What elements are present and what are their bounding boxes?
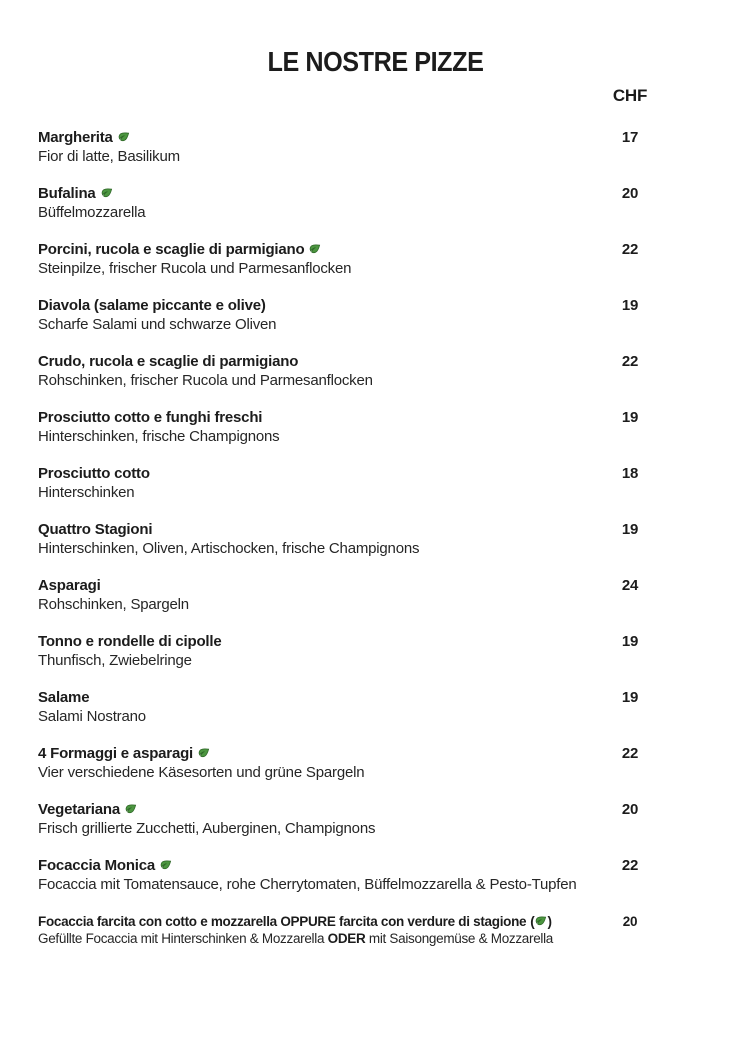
item-name: 4 Formaggi e asparagi [38,745,194,762]
menu-item [38,689,665,726]
item-text [38,857,595,894]
item-name: Prosciutto cotto [38,465,150,482]
item-price: 24 [621,577,639,594]
menu-item [38,241,665,278]
item-name-row [38,241,595,260]
vegetarian-leaf-icon [124,801,137,820]
page-title: LE NOSTRE PIZZE [267,46,484,77]
item-price: 19 [621,689,639,706]
item-price: 17 [621,129,639,146]
menu-item [38,633,665,670]
item-name-row [38,185,595,204]
item-name-row [38,745,595,764]
menu-items [38,129,665,947]
item-description: Rohschinken, frischer Rucola und Parmesanflocken [38,371,373,389]
vegetarian-leaf-icon [117,129,130,148]
item-text [38,913,595,947]
item-name: Porcini, rucola e scaglie di parmigiano [38,241,305,258]
menu-item [38,465,665,502]
item-text [38,521,595,558]
menu-item [38,353,665,390]
item-description: Hinterschinken [38,483,135,501]
menu-page [0,46,751,947]
item-text [38,465,595,502]
item-description: Steinpilze, frischer Rucola und Parmesanflocken [38,259,352,277]
item-description: Scharfe Salami und schwarze Oliven [38,315,277,333]
item-name-row [38,857,595,876]
item-price: 20 [621,801,639,818]
item-name: Asparagi [38,577,101,594]
vegetarian-marker [530,913,551,930]
item-name-row [38,689,595,708]
item-name: Crudo, rucola e scaglie di parmigiano [38,353,299,370]
item-description: Frisch grillierte Zucchetti, Auberginen, Champignons [38,819,376,837]
menu-item [38,577,665,614]
item-description: Salami Nostrano [38,707,146,725]
menu-item [38,185,665,222]
vegetarian-leaf-icon [100,185,113,204]
item-description: Focaccia mit Tomatensauce, rohe Cherrytomaten, Büffelmozzarella & Pesto-Tupfen [38,875,577,893]
item-price: 19 [621,633,639,650]
menu-item [38,297,665,334]
item-text [38,745,595,782]
vegetarian-leaf-icon [534,913,547,930]
item-name-row [38,297,595,316]
vegetarian-marker [197,745,210,762]
item-name: Focaccia farcita con cotto e mozzarella OPPURE farcita con verdure di stagione [38,914,527,929]
item-price: 22 [621,857,639,874]
menu-item [38,129,665,166]
vegetarian-marker [100,185,113,202]
item-name: Diavola (salame piccante e olive) [38,297,266,314]
item-price: 18 [621,465,639,482]
item-price: 19 [621,521,639,538]
paren-close: ) [547,914,552,929]
menu-item [38,409,665,446]
item-name-row [38,129,595,148]
item-text [38,297,595,334]
item-description: Büffelmozzarella [38,203,146,221]
item-description: Hinterschinken, Oliven, Artischocken, frische Champignons [38,539,420,557]
item-description: Thunfisch, Zwiebelringe [38,651,192,669]
menu-item [38,521,665,558]
item-name-row [38,577,595,596]
item-price: 20 [622,914,638,929]
item-text [38,353,595,390]
paren-open: ( [530,914,535,929]
item-name-row [38,465,595,484]
item-price: 22 [621,745,639,762]
item-description: Fior di latte, Basilikum [38,147,180,165]
item-text [38,801,595,838]
item-name-row [38,409,595,428]
vegetarian-marker [159,857,172,874]
item-name: Prosciutto cotto e funghi freschi [38,409,263,426]
item-price: 19 [621,409,639,426]
item-price: 22 [621,353,639,370]
vegetarian-leaf-icon [159,857,172,876]
vegetarian-marker [117,129,130,146]
item-name: Margherita [38,129,113,146]
vegetarian-leaf-icon [197,745,210,764]
item-name-row [38,801,595,820]
menu-content [0,86,751,947]
item-name-row [38,633,595,652]
menu-item [38,913,665,947]
menu-item [38,801,665,838]
item-name: Quattro Stagioni [38,521,153,538]
item-name-row [38,913,595,930]
currency-header: CHF [612,86,648,105]
price-column-header-row [38,86,665,106]
vegetarian-marker [308,241,321,258]
item-name-row [38,353,595,372]
item-text [38,577,595,614]
item-description [38,930,595,947]
item-name-row [38,521,595,540]
menu-item [38,857,665,894]
item-description: Rohschinken, Spargeln [38,595,189,613]
item-name: Salame [38,689,90,706]
item-name: Bufalina [38,185,96,202]
item-description-part: mit Saisongemüse & Mozzarella [365,931,554,946]
item-description: Vier verschiedene Käsesorten und grüne Spargeln [38,763,365,781]
item-description-part: ODER [327,931,366,946]
item-text [38,409,595,446]
item-price: 22 [621,241,639,258]
item-description-part: Gefüllte Focaccia mit Hinterschinken & Mozzarella [38,931,328,946]
menu-item [38,745,665,782]
item-text [38,633,595,670]
item-description: Hinterschinken, frische Champignons [38,427,280,445]
item-name: Focaccia Monica [38,857,156,874]
item-text [38,185,595,222]
item-text [38,129,595,166]
vegetarian-leaf-icon [308,241,321,260]
vegetarian-marker [124,801,137,818]
item-text [38,241,595,278]
item-text [38,689,595,726]
item-name: Vegetariana [38,801,121,818]
item-price: 20 [621,185,639,202]
item-price: 19 [621,297,639,314]
item-name: Tonno e rondelle di cipolle [38,633,222,650]
